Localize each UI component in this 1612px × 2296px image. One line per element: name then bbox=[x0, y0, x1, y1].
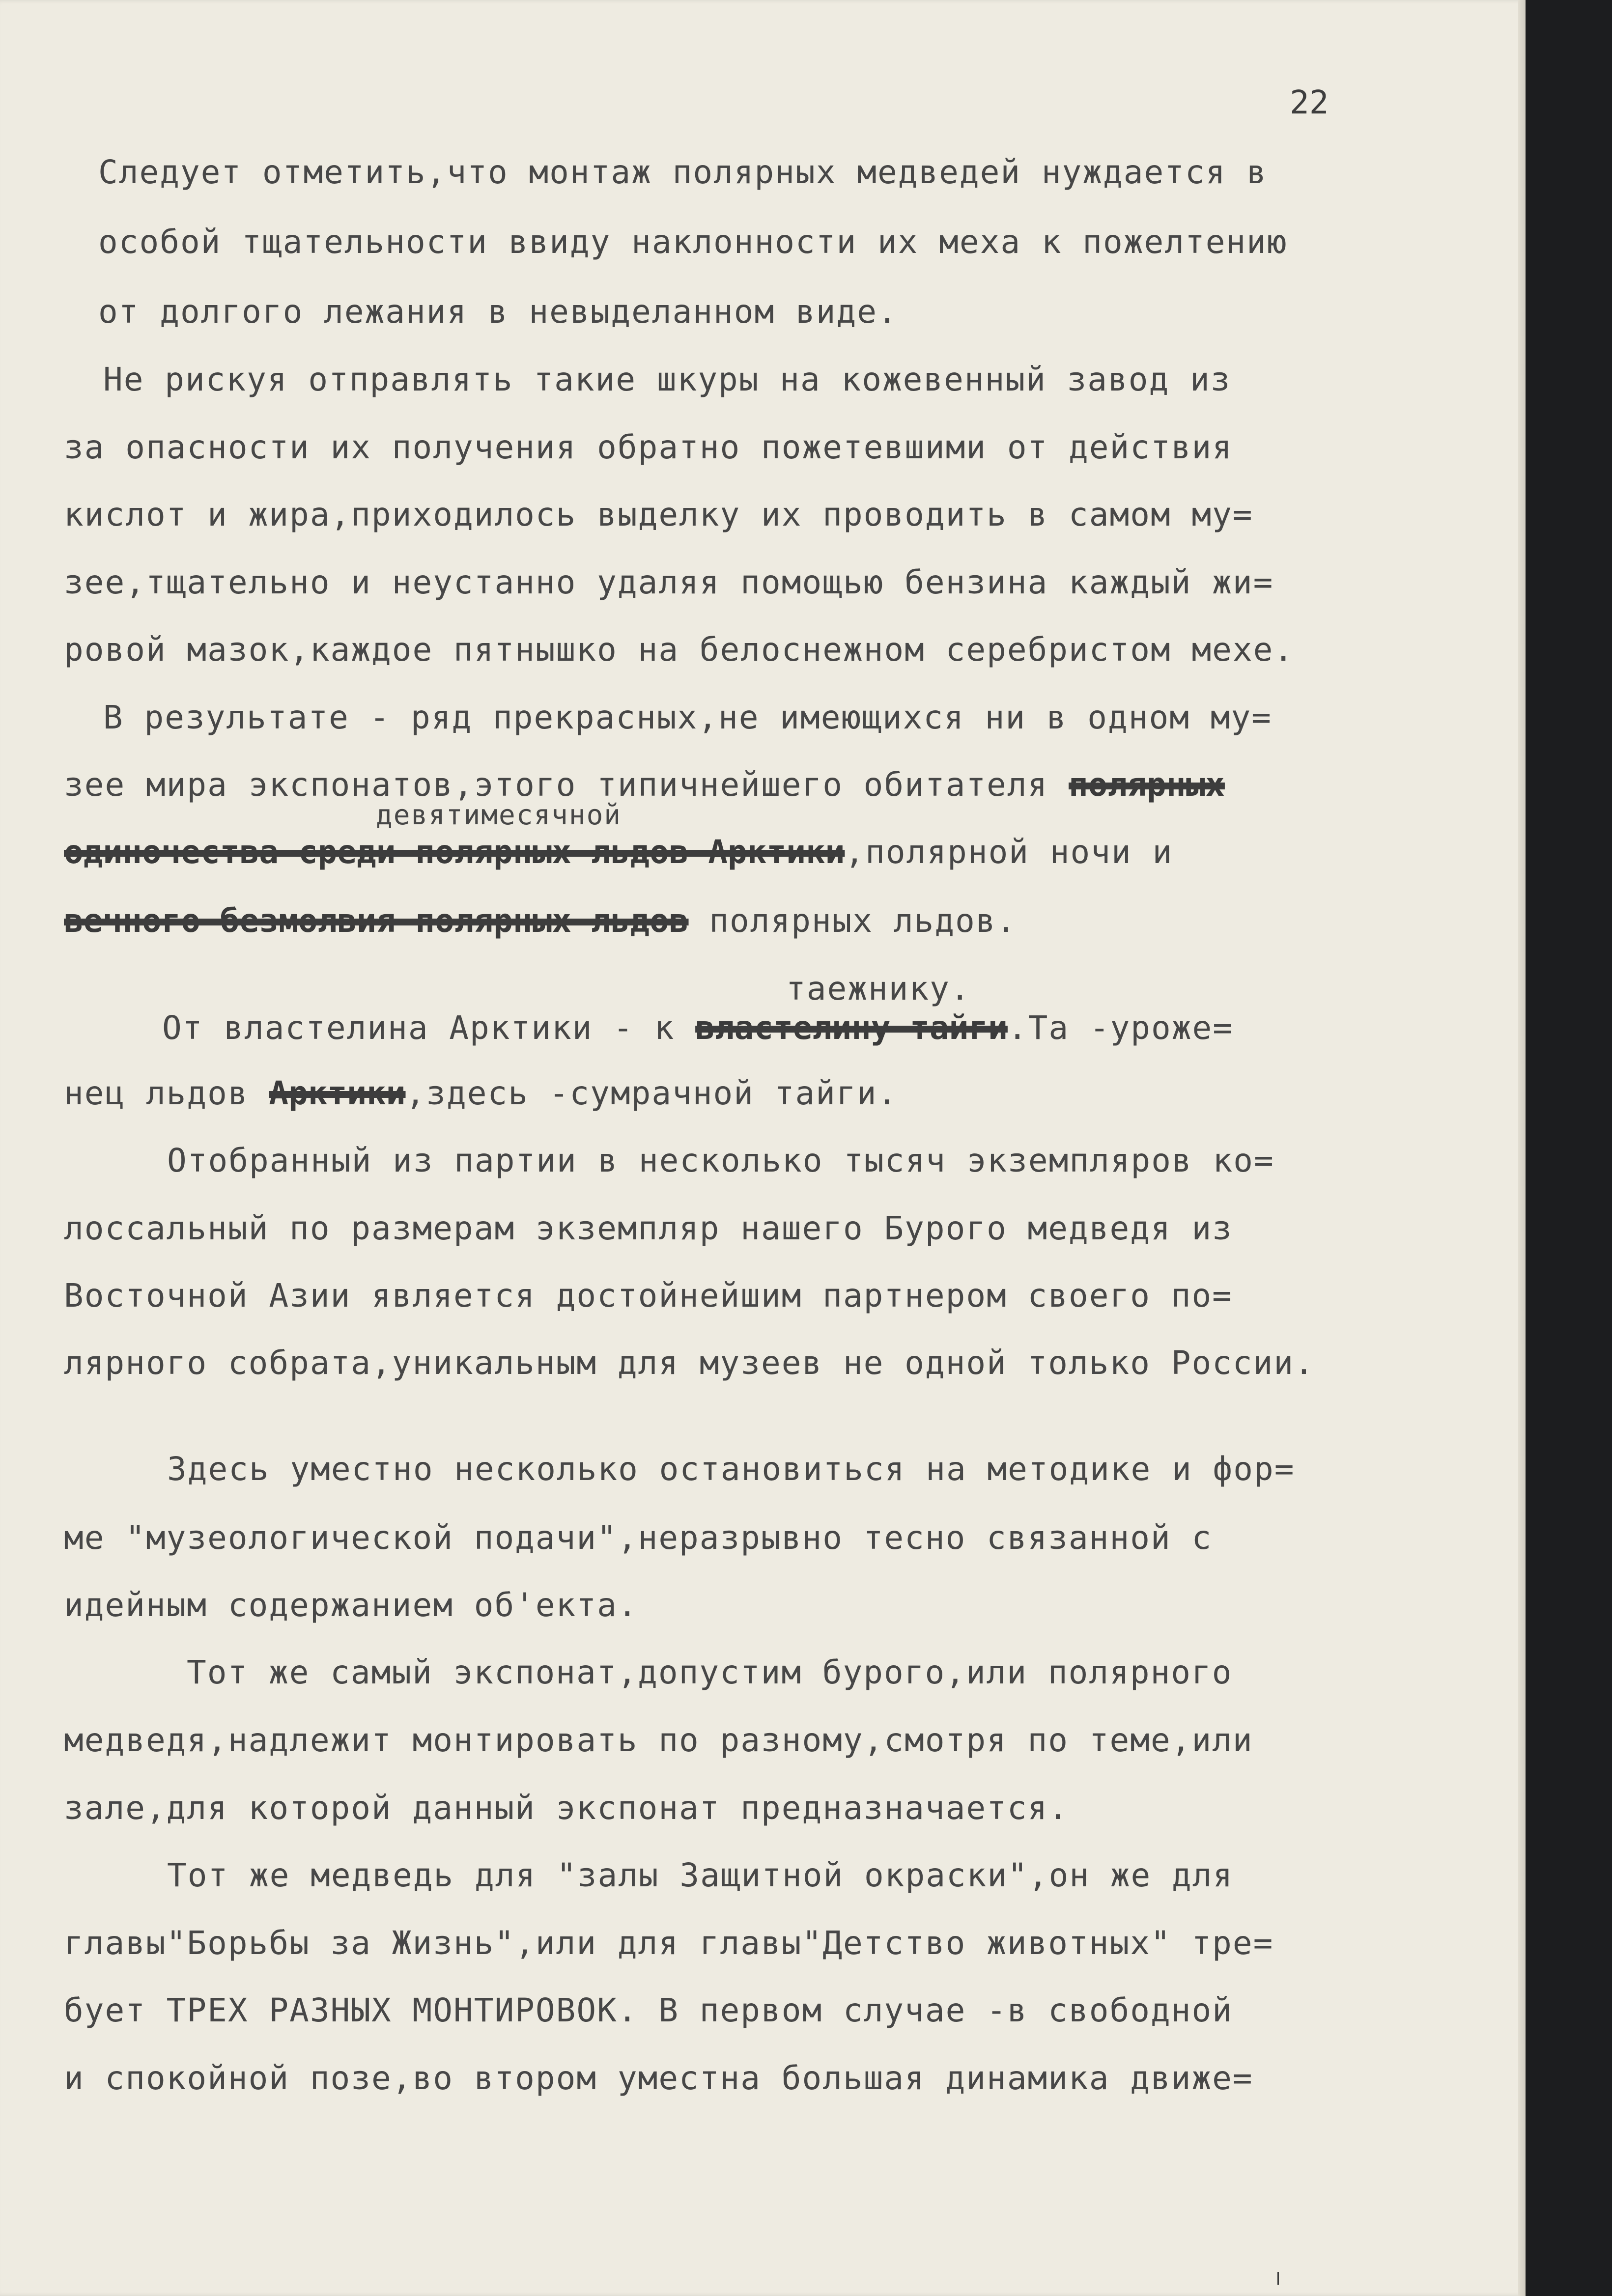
handwritten-insertion-2: таежнику. bbox=[786, 970, 971, 1008]
line-12-tail: ,полярной ночи и bbox=[845, 833, 1173, 871]
text-line-21: ме "музеологической подачи",неразрывно тесно связанной с bbox=[64, 1519, 1213, 1557]
text-line-3: от долгого лежания в невыделанном виде. bbox=[98, 293, 898, 331]
struck-phrase-4: властелину тайги bbox=[695, 1009, 1008, 1047]
line-15-tail: ,здесь -сумрачной тайги. bbox=[405, 1074, 898, 1112]
text-line-5: за опасности их получения обратно пожетевшими от действия bbox=[64, 428, 1233, 466]
line-14-start: От властелина Арктики - к bbox=[162, 1009, 696, 1047]
struck-phrase-3: вечного безмолвия полярных льдов bbox=[64, 902, 689, 940]
text-line-4: Не рискуя отправлять такие шкуры на кожевенный завод из bbox=[103, 361, 1231, 398]
text-line-17: лоссальный по размерам экземпляр нашего Бурого медведя из bbox=[64, 1209, 1233, 1247]
text-line-26: Тот же медведь для "залы Защитной окраски",он же для bbox=[167, 1856, 1234, 1894]
text-line-16: Отобранный из партии в несколько тысяч экземпляров ко= bbox=[167, 1142, 1274, 1179]
handwritten-insertion-1: девятимесячной bbox=[376, 799, 622, 831]
scan-mark bbox=[1277, 2272, 1279, 2285]
text-line-28: бует ТРЕХ РАЗНЫХ МОНТИРОВОК. В первом случае -в свободной bbox=[64, 1991, 1233, 2029]
text-line-6: кислот и жира,приходилось выделку их проводить в самом му= bbox=[64, 496, 1253, 533]
text-line-19: лярного собрата,уникальным для музеев не одной только России. bbox=[64, 1344, 1315, 1382]
text-line-14 bbox=[162, 1009, 1233, 1047]
text-line-13 bbox=[64, 902, 1017, 940]
text-line-12 bbox=[64, 833, 1173, 871]
struck-phrase-2: одиночества среди полярных льдов Арктики bbox=[64, 833, 845, 871]
text-line-10 bbox=[64, 766, 1225, 804]
text-line-18: Восточной Азии является достойнейшим партнером своего по= bbox=[64, 1277, 1233, 1315]
line-13-tail: полярных льдов. bbox=[688, 902, 1017, 940]
text-line-8: ровой мазок,каждое пятнышко на белоснежном серебристом мехе. bbox=[64, 631, 1295, 669]
text-line-7: зее,тщательно и неустанно удаляя помощью бензина каждый жи= bbox=[64, 563, 1274, 601]
text-line-27: главы"Борьбы за Жизнь",или для главы"Детство животных" тре= bbox=[64, 1924, 1274, 1962]
struck-word-1: полярных bbox=[1069, 766, 1225, 804]
line-10-text: зее мира экспонатов,этого типичнейшего обитателя bbox=[64, 766, 1048, 804]
text-line-29: и спокойной позе,во втором уместна большая динамика движе= bbox=[64, 2059, 1253, 2097]
text-line-1: Следует отметить,что монтаж полярных медведей нуждается в bbox=[98, 153, 1267, 191]
text-line-25: зале,для которой данный экспонат предназначается. bbox=[64, 1789, 1069, 1827]
line-14-tail: .Та -уроже= bbox=[1007, 1009, 1233, 1047]
text-line-20: Здесь уместно несколько остановиться на методике и фор= bbox=[167, 1450, 1295, 1488]
page-number: 22 bbox=[1290, 84, 1329, 121]
paper-edge bbox=[1518, 0, 1526, 2296]
text-line-15 bbox=[64, 1074, 898, 1112]
text-line-24: медведя,надлежит монтировать по разному,смотря по теме,или bbox=[64, 1721, 1253, 1759]
struck-word-5: Арктики bbox=[269, 1074, 406, 1112]
text-line-2: особой тщательности ввиду наклонности их меха к пожелтению bbox=[98, 223, 1288, 261]
text-line-9: В результате - ряд прекрасных,не имеющихся ни в одном му= bbox=[103, 699, 1272, 736]
text-line-23: Тот же самый экспонат,допустим бурого,или полярного bbox=[187, 1653, 1233, 1691]
line-15-start: нец льдов bbox=[64, 1074, 269, 1112]
text-line-22: идейным содержанием об'екта. bbox=[64, 1586, 638, 1624]
